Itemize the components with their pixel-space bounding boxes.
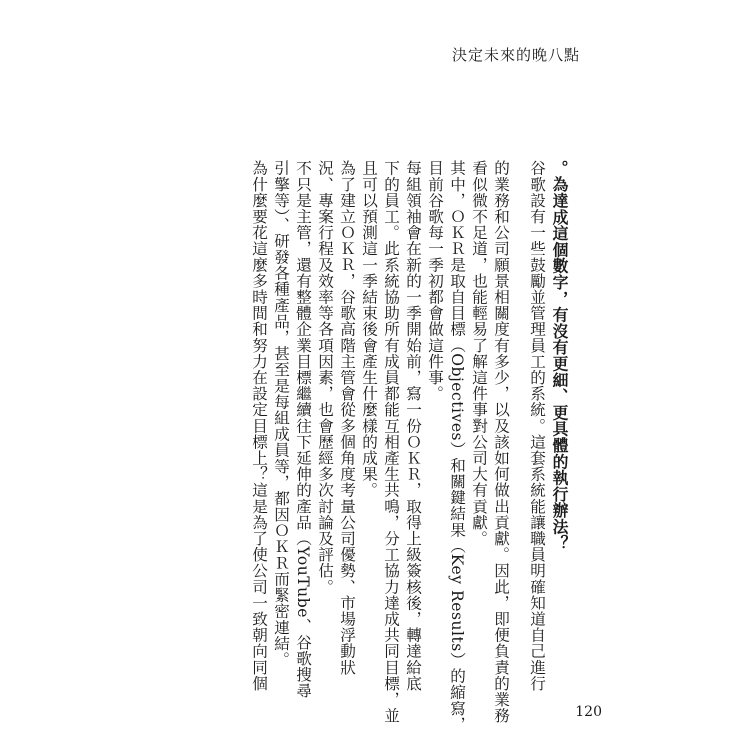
subheading: 。為達成這個數字，有沒有更細、更具體的執行辦法？: [550, 160, 569, 552]
text-column: 且可以預測這一季結束後會產生什麼樣的成果。: [360, 160, 378, 499]
text-column: 看似微不足道，也能輕易了解這件事對公司大有貢獻。: [470, 160, 488, 547]
text-column: 其中，ＯＫＲ是取自目標（Objectives）和關鍵結果（Key Results）的縮寫，: [448, 160, 466, 733]
page-number: 120: [575, 704, 602, 720]
text-column: 的業務和公司願景相關度有多少，以及該如何做出貢獻。因此，即便負責的業務: [492, 160, 510, 724]
text-column: 為什麼要花這麼多時間和努力在設定目標上？這是為了使公司一致朝向同個: [250, 160, 268, 692]
running-header: 決定未來的晚八點: [451, 46, 580, 64]
text-column: 每組領袖會在新的一季開始前，寫一份ＯＫＲ，取得上級簽核後，轉達給底: [404, 160, 422, 692]
text-column: 目前谷歌每一季初都會做這件事。: [426, 160, 444, 402]
text-column: 為了建立ＯＫＲ，谷歌高階主管會從多個角度考量公司優勢、市場浮動狀: [338, 160, 356, 676]
vertical-body-text: [190, 160, 570, 733]
text-column: 谷歌設有一些鼓勵並管理員工的系統。這套系統能讓職員明確知道自己進行: [528, 160, 546, 692]
text-column: 況、專案行程及效率等各項因素，也會歷經多次討論及評估。: [316, 160, 334, 595]
text-column: 不只是主管，還有整體企業目標繼續往下延伸的產品（YouTube、谷歌搜尋: [294, 160, 312, 699]
text-column: 下的員工。此系統協助所有成員都能互相產生共鳴，分工協力達成共同目標，並: [382, 160, 400, 724]
text-column: 引擎等）、研發各種產品，甚至是每組成員等，都因ＯＫＲ而緊密連結。: [272, 160, 290, 668]
